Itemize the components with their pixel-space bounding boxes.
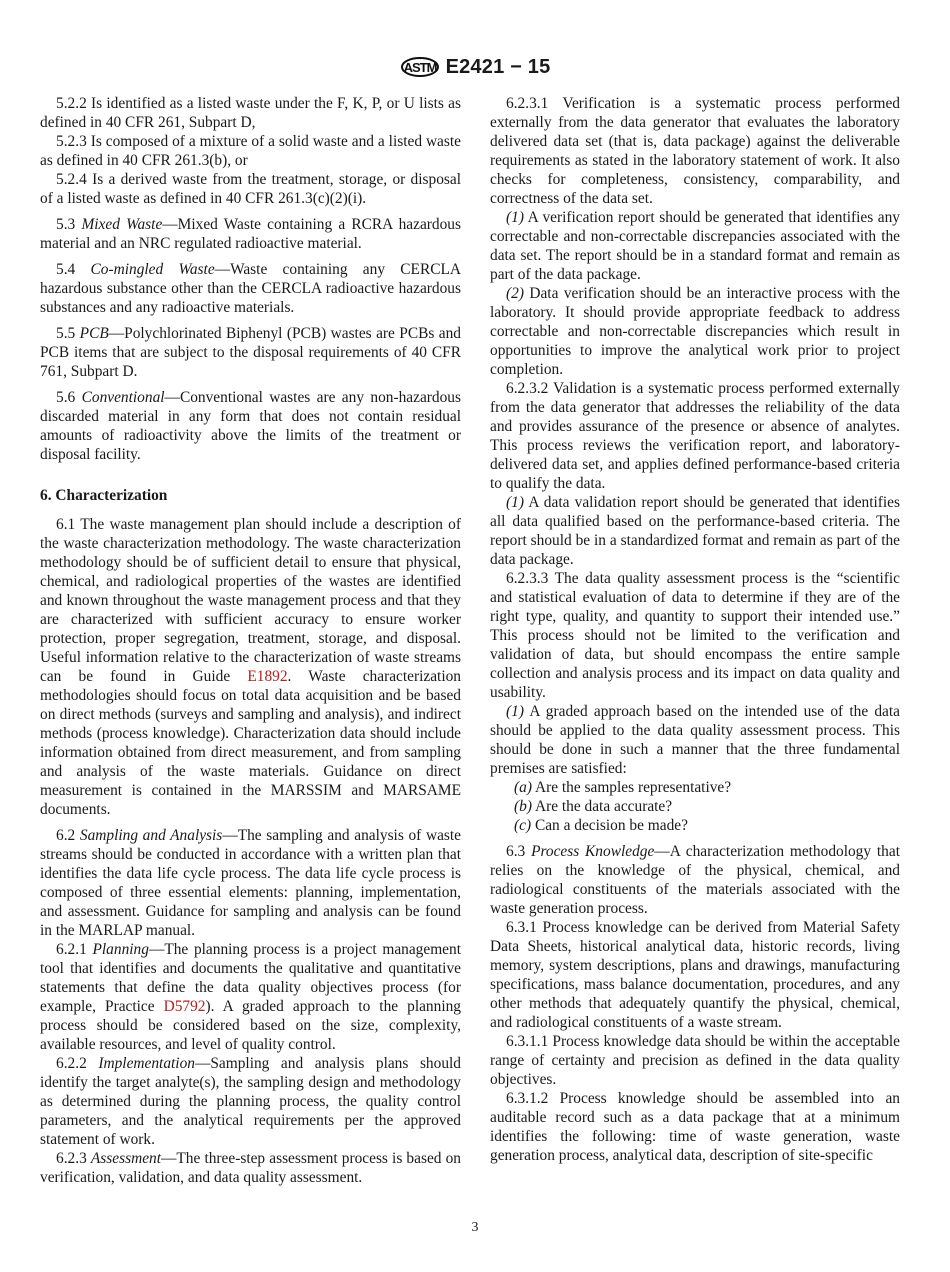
svg-text:ASTM: ASTM — [403, 60, 436, 75]
paragraph-text: 6.2.1 — [56, 941, 93, 958]
italic-term: (1) — [506, 703, 524, 720]
italic-term: Assessment — [90, 1150, 162, 1167]
left-column — [40, 94, 461, 1194]
paragraph-text: 6.2.3 — [56, 1150, 91, 1167]
italic-term: (2) — [506, 285, 524, 302]
paragraph-text: 6.3.1.2 Process knowledge should be assembled into an auditable record such as a data package that at a minimum identifies the following: time of waste generation, waste generation process, analytical data, description of site-specific — [490, 1090, 900, 1164]
paragraph-text: 6.3 — [506, 843, 532, 860]
italic-term: Sampling and Analysis — [79, 827, 223, 844]
paragraph — [490, 569, 900, 702]
paragraph-text: 5.3 — [56, 216, 82, 233]
paragraph — [40, 940, 461, 1054]
italic-term: Co-mingled Waste — [90, 261, 215, 278]
right-column — [490, 94, 900, 1172]
italic-term: (1) — [506, 209, 524, 226]
paragraph-text: —The sampling and analysis of waste streams should be conducted in accordance with a written plan that identifies the data life cycle process. The data life cycle process is composed of three essential elements: planning, implementation, and assessment. Guidance for sampling and analysis can be found in the MARLAP manual. — [40, 827, 461, 939]
paragraph-text: —The three-step assessment process is based on verification, validation, and data quality assessment. — [40, 1150, 461, 1186]
paragraph — [40, 515, 461, 819]
paragraph — [490, 918, 900, 1032]
paragraph-text: 5.5 — [56, 325, 80, 342]
paragraph-text: 6.1 The waste management plan should include a description of the waste characterization methodology. The waste characterization methodology should be of sufficient detail to ensure that physical, chemical, and radiological properties of the wastes are identified and known throughout the waste management process and that they are characterized with sufficient accuracy to ensure worker protection, proper segregation, treatment, storage, and disposal. Useful information relative to the characterization of waste streams can be found in Guide — [40, 516, 461, 685]
paragraph — [40, 94, 461, 132]
paragraph-text: —A characterization methodology that relies on the knowledge of the physical, chemical, and radiological constituents of the materials associated with the waste generation process. — [490, 843, 900, 917]
paragraph-text: 5.4 — [56, 261, 91, 278]
paragraph-text: 6.2.3.1 Verification is a systematic process performed externally from the data generator that evaluates the laboratory delivered data set (that is, data package) against the deliverable requirements as stated in the laboratory statement of work. It also checks for completeness, consistency, comparability, and correctness of the data set. — [490, 95, 900, 207]
paragraph-text: . Waste characterization methodologies should focus on total data acquisition and be based on direct methods (surveys and sampling and analysis), and indirect methods (process knowledge). Characterization data should include information obtained from direct measurement, and from sampling and analysis of the waste materials. Guidance on direct measurement is contained in the MARSSIM and MARSAME documents. — [40, 668, 461, 818]
paragraph-text: Can a decision be made? — [531, 817, 688, 834]
paragraph-text: —The planning process is a project management tool that identifies and documents the qualitative and quantitative statements that define the data quality objectives process (for example, Practice — [40, 941, 461, 1015]
italic-term: (b) — [514, 798, 532, 815]
paragraph — [490, 284, 900, 379]
paragraph-group — [40, 324, 461, 381]
paragraph — [40, 132, 461, 170]
paragraph-group — [40, 826, 461, 1187]
italic-term: PCB — [79, 325, 109, 342]
italic-term: Planning — [92, 941, 149, 958]
italic-term: Implementation — [98, 1055, 195, 1072]
paragraph-text: Are the samples representative? — [531, 779, 732, 796]
standard-reference-link[interactable]: D5792 — [163, 998, 206, 1015]
paragraph — [490, 493, 900, 569]
paragraph-text: 5.6 — [56, 389, 82, 406]
paragraph-group — [40, 388, 461, 464]
paragraph — [490, 702, 900, 778]
paragraph-text: 5.2.4 Is a derived waste from the treatment, storage, or disposal of a listed waste as defined in 40 CFR 261.3(c)(2)(i). — [40, 171, 461, 207]
list-item — [490, 797, 900, 816]
paragraph-text: 6.2.2 — [56, 1055, 99, 1072]
paragraph-text: 6.2.3.3 The data quality assessment process is the “scientific and statistical evaluation of data to determine if they are of the right type, quality, and quantity to support their intended use.” This process should not be limited to the verification and validation of data, but should encompass the entire sample collection and analysis process and its impact on data quality and usability. — [490, 570, 900, 701]
paragraph-group — [490, 842, 900, 1165]
section-heading: 6. Characterization — [40, 487, 168, 504]
list-item — [490, 816, 900, 835]
paragraph — [490, 379, 900, 493]
document-designation: E2421 − 15 — [445, 55, 551, 78]
paragraph-text: Data verification should be an interactive process with the laboratory. It should provide appropriate feedback to address correctable and non-correctable discrepancies which result in opportunities to improve the analytical work prior to project completion. — [490, 285, 900, 378]
paragraph-text: Are the data accurate? — [531, 798, 673, 815]
paragraph-text: 6.2 — [56, 827, 80, 844]
paragraph — [40, 324, 461, 381]
paragraph-text: A graded approach based on the intended use of the data should be applied to the data quality assessment process. This should be done in such a manner that the three fundamental premises are satisfied: — [490, 703, 900, 777]
paragraph-text: —Polychlorinated Biphenyl (PCB) wastes are PCBs and PCB items that are subject to the disposal requirements of 40 CFR 761, Subpart D. — [40, 325, 462, 380]
paragraph — [490, 208, 900, 284]
italic-term: Mixed Waste — [81, 216, 163, 233]
paragraph-text: ). A graded approach to the planning process should be considered based on the size, complexity, available resources, and level of quality control. — [40, 998, 461, 1053]
paragraph-group — [40, 94, 461, 208]
page-number: 3 — [471, 1220, 479, 1235]
paragraph-text: —Waste containing any CERCLA hazardous substance other than the CERCLA radioactive hazardous substances and any radioactive materials. — [40, 261, 462, 316]
standard-reference-link[interactable]: E1892 — [247, 668, 288, 685]
paragraph-text: A verification report should be generated that identifies any correctable and non-correctable discrepancies associated with the data set. The report should be in a standard format and remain as part of the data package. — [490, 209, 900, 283]
paragraph — [40, 388, 461, 464]
paragraph-text: —Mixed Waste containing a RCRA hazardous material and an NRC regulated radioactive material. — [40, 216, 461, 252]
list-item — [490, 778, 900, 797]
paragraph — [490, 1089, 900, 1165]
page-header — [0, 52, 950, 87]
paragraph-group — [490, 94, 900, 835]
paragraph — [40, 826, 461, 940]
paragraph-text: —Conventional wastes are any non-hazardous discarded material in any form that does not contain residual amounts of radioactivity above the limits of the treatment or disposal facility. — [40, 389, 461, 463]
paragraph-text: —Sampling and analysis plans should identify the target analyte(s), the sampling design and methodology as determined during the planning process, the quality control parameters, and the analytical requirements per the approved statement of work. — [40, 1055, 461, 1148]
paragraph — [490, 842, 900, 918]
paragraph-text: 6.2.3.2 Validation is a systematic process performed externally from the data generator that addresses the reliability of the data and provides assurance of the presence or absence of analytes. This process reviews the verification report, and laboratory-delivered data set, and applies defined performance-based criteria to qualify the data. — [490, 380, 900, 492]
paragraph — [40, 170, 461, 208]
italic-term: Conventional — [81, 389, 165, 406]
paragraph-text: 5.2.3 Is composed of a mixture of a solid waste and a listed waste as defined in 40 CFR 261.3(b), or — [40, 133, 461, 169]
italic-term: (1) — [506, 494, 524, 511]
paragraph-text: 6.3.1.1 Process knowledge data should be within the acceptable range of certainty and precision as defined in the data quality objectives. — [490, 1033, 900, 1088]
paragraph — [490, 94, 900, 208]
italic-term: (c) — [514, 817, 532, 834]
paragraph — [40, 1149, 461, 1187]
paragraph-group — [40, 215, 461, 253]
paragraph — [40, 1054, 461, 1149]
italic-term: Process Knowledge — [531, 843, 655, 860]
astm-logo-icon — [400, 52, 440, 82]
paragraph — [40, 215, 461, 253]
paragraph — [40, 260, 461, 317]
paragraph — [490, 1032, 900, 1089]
paragraph-group — [40, 515, 461, 819]
paragraph-text: A data validation report should be generated that identifies all data qualified based on the performance-based criteria. The report should be in a standardized format and remain as part of the data package. — [490, 494, 900, 568]
paragraph-group — [40, 260, 461, 317]
paragraph-text: 6.3.1 Process knowledge can be derived from Material Safety Data Sheets, historical analytical data, historic records, living memory, system descriptions, plans and drawings, manufacturing specifications, mass balance documentation, procedures, and any other methods that adequately quantify the physical, chemical, and radiological constituents of a waste stream. — [490, 919, 900, 1031]
paragraph-text: 5.2.2 Is identified as a listed waste under the F, K, P, or U lists as defined in 40 CFR 261, Subpart D, — [40, 95, 461, 131]
italic-term: (a) — [514, 779, 532, 796]
